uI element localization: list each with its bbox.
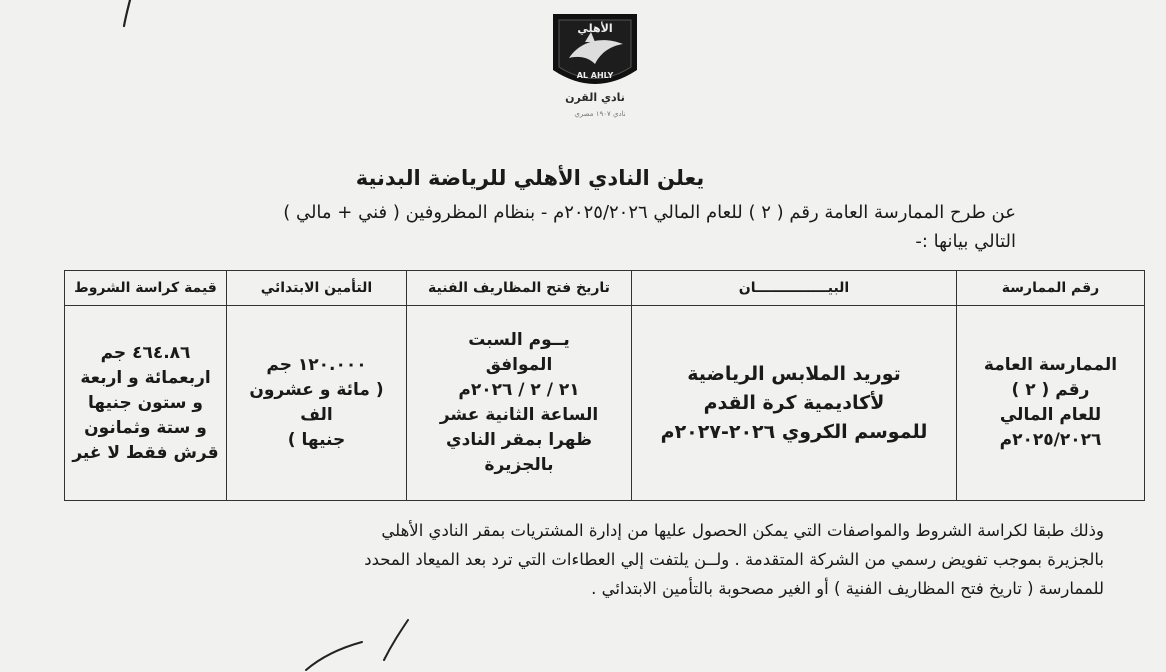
date-line: الموافق [485, 355, 553, 375]
svg-text:AL AHLY: AL AHLY [576, 71, 614, 80]
club-logo [545, 12, 645, 92]
cell-practice-number [957, 306, 1145, 501]
header-opening-date: تاريخ فتح المظاريف الفنية [407, 271, 632, 306]
cell-booklet-price [65, 306, 227, 501]
header-initial-insurance: التأمين الابتدائي [227, 271, 407, 306]
date-line: الساعة الثانية عشر [439, 405, 599, 425]
header-description: البيـــــــــــــــان [632, 271, 957, 306]
description-line: لأكاديمية كرة القدم [703, 391, 885, 414]
closing-line-1: وذلك طبقا لكراسة الشروط والمواصفات التي يمكن الحصول عليها من إدارة المشتريات بمقر النادي الأهلي [381, 521, 1104, 540]
signature-mark [300, 612, 420, 672]
date-line: يــوم السبت [468, 330, 570, 350]
insurance-line: ( مائة و عشرون الف [249, 380, 384, 425]
table-row [65, 306, 1145, 501]
header-booklet-price: قيمة كراسة الشروط [65, 271, 227, 306]
closing-line-3: للممارسة ( تاريخ فتح المظاريف الفنية ) أو الغير مصحوبة بالتأمين الابتدائي . [591, 579, 1104, 598]
number-line: ٢٠٢٥/٢٠٢٦م [999, 430, 1102, 450]
price-line: قرش فقط لا غير [72, 442, 219, 463]
price-line: اربعمائة و اربعة [80, 367, 211, 388]
number-line: رقم ( ٢ ) [1011, 380, 1090, 400]
header-practice-number: رقم الممارسة [957, 271, 1145, 306]
intro-line-1: عن طرح الممارسة العامة رقم ( ٢ ) للعام المالي ٢٠٢٥/٢٠٢٦م - بنظام المظروفين ( فني + مالي ) [283, 202, 1016, 223]
table-header-row [65, 271, 1145, 306]
price-line: و ستة وثمانون [84, 417, 207, 438]
price-line: و ستون جنيها [88, 392, 203, 413]
bid-details-table [64, 270, 1145, 501]
price-line: ٤٦٤.٨٦ جم [100, 342, 191, 363]
pen-mark-top [112, 0, 142, 30]
cell-initial-insurance [227, 306, 407, 501]
cell-opening-date [407, 306, 632, 501]
closing-line-2: بالجزيرة بموجب تفويض رسمي من الشركة المتقدمة . ولــن يلتفت إلي العطاءات التي ترد بعد الميعاد المحدد [364, 550, 1104, 569]
closing-paragraph [94, 516, 1104, 603]
cell-description [632, 306, 957, 501]
announcement-heading: يعلن النادي الأهلي للرياضة البدنية [355, 166, 705, 190]
svg-text:الأهلي: الأهلي [577, 22, 613, 35]
date-line: ظهرا بمقر النادي بالجزيرة [446, 430, 592, 475]
number-line: للعام المالي [999, 405, 1102, 425]
announcement-intro [146, 198, 1016, 256]
number-line: الممارسة العامة [983, 355, 1118, 375]
logo-tagline: نادي القرن [565, 91, 625, 104]
logo-small-text: نادي ١٩٠٧ مصري [574, 110, 626, 118]
date-line: ٢١ / ٢ / ٢٠٢٦م [458, 380, 580, 400]
insurance-line: ١٢٠.٠٠٠ جم [266, 355, 367, 375]
description-line: للموسم الكروي ٢٠٢٦-٢٠٢٧م [660, 420, 928, 443]
description-line: توريد الملابس الرياضية [687, 362, 901, 385]
intro-line-2: التالي بيانها :- [915, 231, 1016, 252]
insurance-line: جنيها ) [287, 430, 346, 450]
